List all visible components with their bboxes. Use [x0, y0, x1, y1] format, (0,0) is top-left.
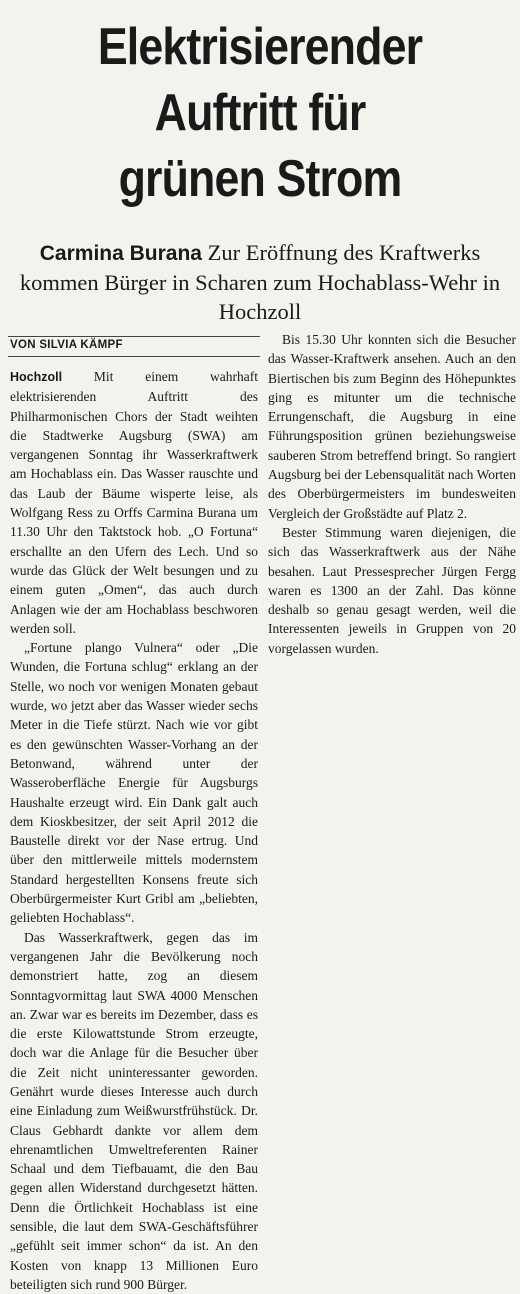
headline-line-2: Auftritt für — [154, 84, 366, 142]
column-right — [268, 330, 516, 658]
headline-line-1: Elektrisierender — [97, 18, 423, 76]
paragraph-2: „Fortune plango Vulnera“ oder „Die Wunden, die Fortuna schlug“ erklang an der Stelle, wo noch vor wenigen Monaten gebaut wurde, wo jetzt aber das Wasser wieder sechs Meter in die Tiefe stürzt. Nach wie vor gibt es den gewünschten Wasser-Vorhang an der Betonwand, während unter der Wasseroberfläche Energie für Augsburgs Haushalte erzeugt wird. Ein Dank galt auch dem Kioskbesitzer, der seit April 2012 die Baustelle direkt vor der Nase ertrug. Und über den mittlerweile mittels modernstem Standard hergestellten Konsens freute sich Oberbürgermeister Kurt Gribl am „beliebten, geliebten Hochablass“. — [10, 640, 258, 926]
paragraph-1 — [10, 367, 258, 638]
paragraph-3: Das Wasserkraftwerk, gegen das im vergangenen Jahr die Bevölkerung noch demonstriert hatte, zog an diesem Sonntagvormittag laut SWA 4000 Menschen an. Zwar war es bereits im Dezember, dass es die erste Kilowattstunde Strom erzeugte, doch war die Anlage für die Besucher über die Zeit nicht uninteressanter geworden. Genährt wurde dieses Interesse auch durch eine Einladung zum Weißwurstfrühstück. Dr. Claus Gebhardt dankte vor allem dem ehrenamtlichen Umweltreferenten Rainer Schaal und dem Tiefbauamt, die den Bau gegen allen Widerstand durchgesetzt hätten. Denn die Örtlichkeit Hochablass ist eine sensible, die laut dem SWA-Geschäftsführer „gefühlt seit immer schon“ da ist. An den Kosten von knapp 13 Millionen Euro beteiligten sich rund 900 Bürger. — [10, 929, 258, 1292]
headline — [36, 14, 483, 212]
byline: VON SILVIA KÄMPF — [10, 339, 123, 351]
byline-rule-bottom — [8, 356, 260, 357]
headline-line-3: grünen Strom — [118, 150, 402, 208]
subhead-text: Zur Eröffnung des Kraftwerks kommen Bürger in Scharen zum Hochablass-Wehr in Hochzoll — [19, 240, 501, 324]
paragraph-5: Bester Stimmung waren diejenigen, die sich das Wasserkraftwerk aus der Nähe besahen. Laut Pressesprecher Jürgen Fergg waren es 1300 an der Zahl. Das könne deshalb so genau gesagt werden, weil die Interessenten jeweils in Gruppen von 20 vorgelassen wurden. — [268, 524, 516, 656]
kicker: Carmina Burana — [39, 242, 202, 265]
dateline: Hochzoll — [10, 370, 63, 384]
paragraph-4: Bis 15.30 Uhr konnten sich die Besucher das Wasser-Kraftwerk ansehen. Auch an den Biertischen bis zum Beginn des Höhepunktes ging es mitunter um die technische Errungenschaft, die Augsburg in eine Führungsposition grünen beziehungsweise sauberen Strom betreffend bringt. So rangiert Augsburg bei der Lebensqualität nach Worten des Oberbürgermeisters im bundesweiten Vergleich der Großstädte auf Platz 2. — [268, 332, 516, 521]
column-left — [10, 367, 258, 1294]
byline-rule-top — [8, 336, 260, 337]
paragraph-1-text: Mit einem wahrhaft elektrisierenden Auftritt des Philharmonischen Chors der Stadt weihten die Stadtwerke Augsburg (SWA) am vergangenen Sonntag ihr Wasserkraftwerk am Hochablass ein. Das Wasser rauschte und das Laub der Bäume wisperte leise, als Wolfgang Ress zu Orffs Carmina Burana um 11.30 Uhr den Taktstock hob. „O Fortuna“ erschallte an den Ufern des Lech. Und so wurde das Glück der Welt besungen und zu einem guten „Omen“, das auch durch Anlagen wie der am Hochablass beschworen werden soll. — [10, 369, 258, 636]
subheadline — [12, 238, 508, 326]
